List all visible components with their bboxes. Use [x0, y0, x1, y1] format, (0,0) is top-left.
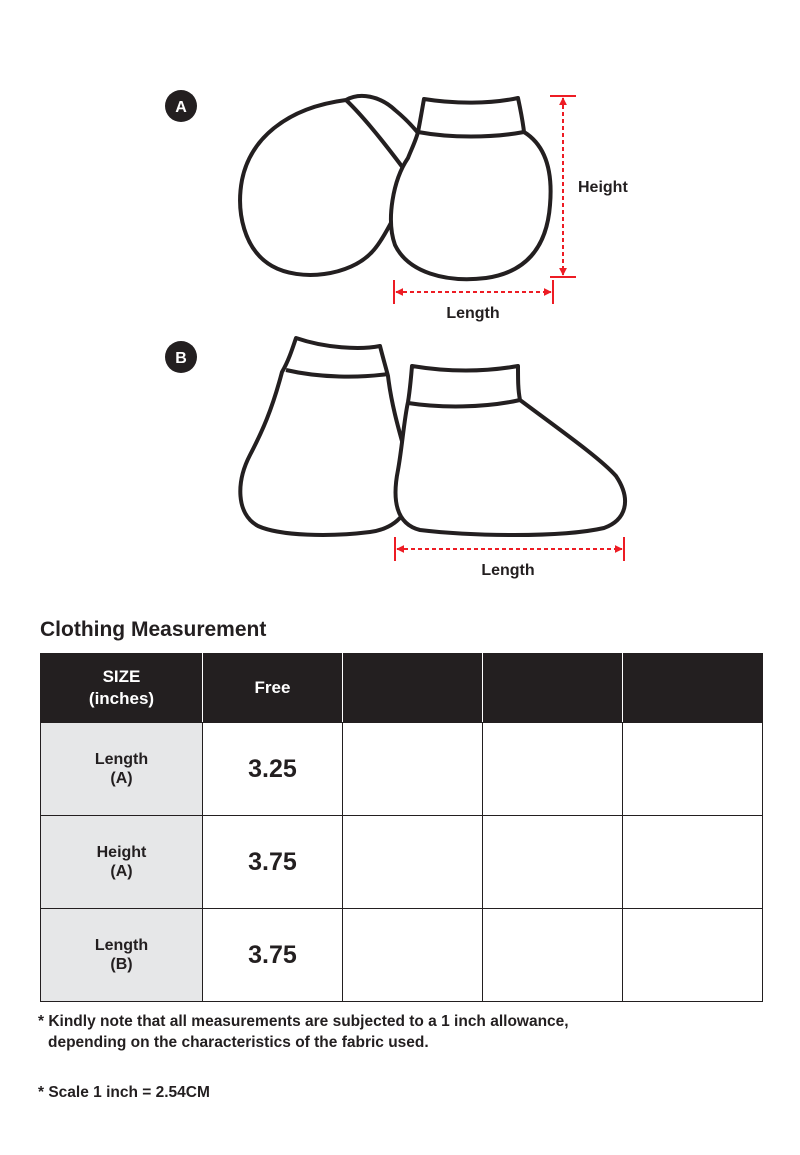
height-a-dimension [550, 96, 576, 277]
length-b-label: Length [481, 562, 535, 579]
section-title: Clothing Measurement [40, 618, 267, 641]
table-cell: 3.75 [203, 909, 343, 1002]
size-col-3 [483, 654, 623, 723]
table-header-row [41, 654, 763, 723]
row-label: Height (A) [41, 816, 203, 909]
table-row [41, 723, 763, 816]
length-a-dimension [394, 280, 553, 304]
allowance-note: * Kindly note that all measurements are subjected to a 1 inch allowance, depending on the characteristics of the fabric used. [38, 1013, 569, 1051]
table-cell: 3.25 [203, 723, 343, 816]
table-cell [623, 816, 763, 909]
badge-a [165, 90, 197, 122]
table-cell [623, 723, 763, 816]
row-label: Length (A) [41, 723, 203, 816]
size-col-2 [343, 654, 483, 723]
table-row [41, 816, 763, 909]
table-cell [483, 816, 623, 909]
table-cell [343, 723, 483, 816]
length-a-label: Length [446, 305, 500, 322]
table-cell [483, 723, 623, 816]
table-cell [343, 816, 483, 909]
scale-note: * Scale 1 inch = 2.54CM [38, 1084, 210, 1101]
table-cell [343, 909, 483, 1002]
height-a-label: Height [578, 179, 628, 196]
svg-text:B: B [175, 350, 187, 367]
length-b-dimension [395, 537, 624, 561]
table-cell [483, 909, 623, 1002]
mitten-a-front [391, 98, 551, 279]
bootie-b-front [396, 366, 626, 535]
row-label: Length (B) [41, 909, 203, 1002]
size-col-4 [623, 654, 763, 723]
size-col-1: Free [203, 654, 343, 723]
table-cell: 3.75 [203, 816, 343, 909]
table-cell [623, 909, 763, 1002]
table-row [41, 909, 763, 1002]
badge-b [165, 341, 197, 373]
bootie-b-back [240, 338, 412, 535]
measurement-table [40, 653, 763, 1002]
size-header-cell: SIZE (inches) [41, 654, 203, 723]
svg-text:A: A [175, 99, 187, 116]
